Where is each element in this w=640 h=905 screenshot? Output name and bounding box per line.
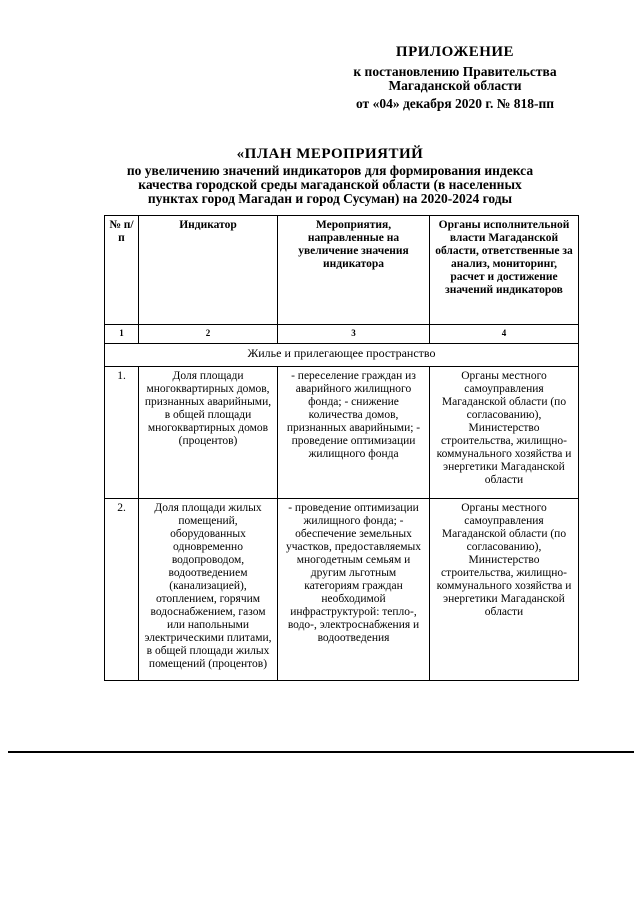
section-title: Жилье и прилегающее пространство <box>105 344 579 367</box>
row-number: 1. <box>105 367 139 499</box>
header-number: № п/п <box>105 216 139 325</box>
row-indicator: Доля площади многоквартирных домов, признанных аварийными, в общей площади многоквартирных домов (процентов) <box>139 367 278 499</box>
appendix-title: ПРИЛОЖЕНИЕ <box>395 44 515 60</box>
table-row <box>105 367 579 499</box>
column-number: 3 <box>278 325 430 344</box>
plan-subtitle-line: пунктах город Магадан и город Сусуман) на 2020-2024 годы <box>147 191 513 206</box>
column-numbers-row <box>105 325 579 344</box>
row-number: 2. <box>105 499 139 681</box>
row-responsible-bodies: Органы местного самоуправления Магаданской области (по согласованию), Министерство строительства, жилищно-коммунального хозяйства и энергетики Магаданской области <box>430 367 579 499</box>
section-row <box>105 344 579 367</box>
plan-subtitle <box>100 164 560 206</box>
appendix-line-2: Магаданской области <box>388 78 522 93</box>
column-number: 2 <box>139 325 278 344</box>
plan-title: «ПЛАН МЕРОПРИЯТИЙ <box>236 146 424 162</box>
plan-subtitle-line: по увеличению значений индикаторов для формирования индекса <box>126 163 534 178</box>
table-row <box>105 499 579 681</box>
header-indicator: Индикатор <box>139 216 278 325</box>
appendix-line-1: к постановлению Правительства <box>353 64 557 79</box>
header-responsible-bodies: Органы исполнительной власти Магаданской области, ответственные за анализ, мониторинг, расчет и достижение значений индикаторов <box>430 216 579 325</box>
column-number: 1 <box>105 325 139 344</box>
row-measures: - проведение оптимизации жилищного фонда; - обеспечение земельных участков, предоставляемых многодетным семьям и другим льготным категориям граждан необходимой инфраструктурой: тепло-, водо-, электроснабжения и водоотведения <box>278 499 430 681</box>
row-measures: - переселение граждан из аварийного жилищного фонда; - снижение количества домов, признанных аварийными; - проведение оптимизации жилищного фонда <box>278 367 430 499</box>
row-indicator: Доля площади жилых помещений, оборудованных одновременно водопроводом, водоотведением (канализацией), отоплением, горячим водоснабжением, газом или напольными электрическими плитами, в общей площади жилых помещений (процентов) <box>139 499 278 681</box>
column-number: 4 <box>430 325 579 344</box>
plan-subtitle-line: качества городской среды магаданской области (в населенных <box>138 177 522 192</box>
table-header-row <box>105 216 579 325</box>
header-measures: Мероприятия, направленные на увеличение значения индикатора <box>278 216 430 325</box>
appendix-date-number: от «04» декабря 2020 г. № 818-пп <box>355 96 554 111</box>
page-bottom-divider <box>8 751 634 753</box>
measures-table <box>104 215 579 681</box>
row-responsible-bodies: Органы местного самоуправления Магаданской области (по согласованию), Министерство строительства, жилищно-коммунального хозяйства и энергетики Магаданской области <box>430 499 579 681</box>
